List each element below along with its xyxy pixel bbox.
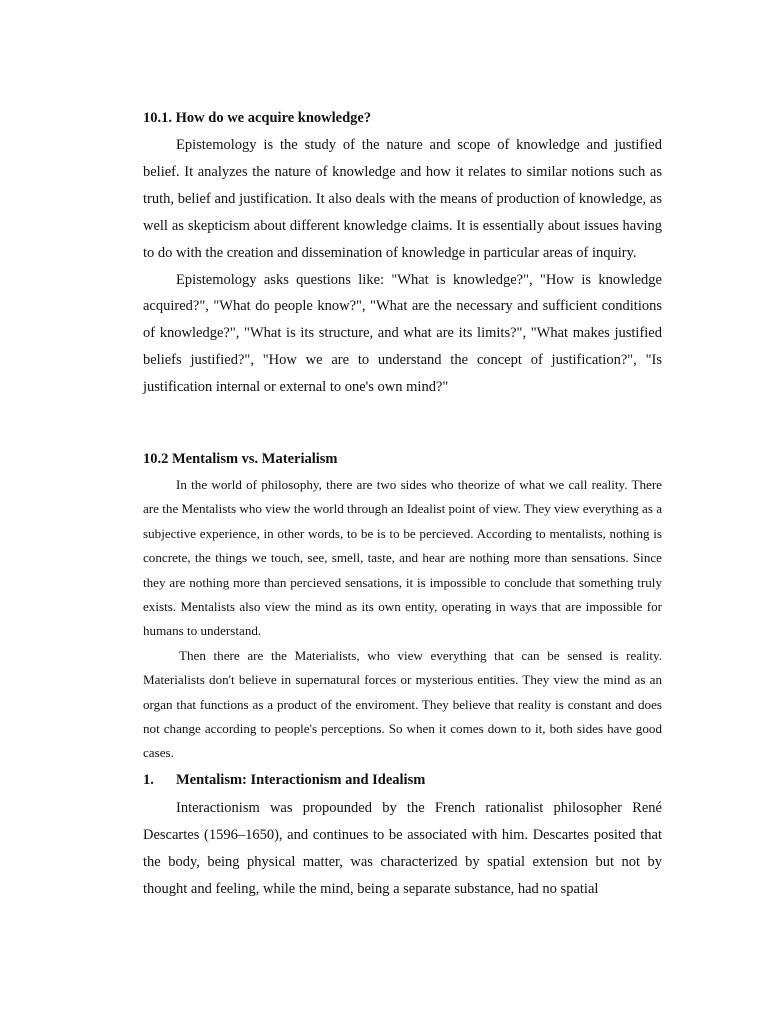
paragraph: Epistemology asks questions like: "What is knowledge?", "How is knowledge acquired?", "What do people know?", "What are the necessary and sufficient conditions of knowledge?", "What is its structure, and what are its limits?", "What makes justified beliefs justified?", "How we are to understand the concept of justification?", "Is justification internal or external to one's own mind?" <box>143 271 662 396</box>
paragraph: Then there are the Materialists, who view everything that can be sensed is reality. Materialists don't believe in supernatural forces or mysterious entities. They view the mind as an organ that functions as a product of the enviroment. They believe that reality is constant and does not change according to people's perceptions. So when it comes down to it, both sides have good cases. <box>143 647 662 761</box>
section-mentalism-vs-materialism <box>143 449 662 766</box>
numbered-heading <box>143 770 662 790</box>
paragraph: Interactionism was propounded by the French rationalist philosopher René Descartes (1596–1650), and continues to be associated with him. Descartes posited that the body, being physical matter, was characterized by spatial extension but not by thought and feeling, while the mind, being a separate substance, had no spatial <box>143 800 662 897</box>
section-heading: 10.1. How do we acquire knowledge? <box>143 110 372 126</box>
section-interactionism <box>143 770 662 903</box>
heading-number: 1. <box>143 772 154 788</box>
section-heading: 10.2 Mentalism vs. Materialism <box>143 451 338 467</box>
section-epistemology <box>143 108 662 401</box>
heading-text: Mentalism: Interactionism and Idealism <box>176 772 426 788</box>
document-page <box>143 108 662 897</box>
paragraph: In the world of philosophy, there are two sides who theorize of what we call reality. There are the Mentalists who view the world through an Idealist point of view. They view everything as a subjective experience, in other words, to be is to be percieved. According to mentalists, nothing is concrete, the things we touch, see, smell, taste, and hear are nothing more than sensations. Since they are nothing more than percieved sensations, it is impossible to conclude that something truly exists. Mentalists also view the mind as its own entity, operating in ways that are impossible for humans to understand. <box>143 477 662 639</box>
paragraph: Epistemology is the study of the nature and scope of knowledge and justified belief. It analyzes the nature of knowledge and how it relates to similar notions such as truth, belief and justification. It also deals with the means of production of knowledge, as well as skepticism about different knowledge claims. It is essentially about issues having to do with the creation and dissemination of knowledge in particular areas of inquiry. <box>143 137 662 261</box>
